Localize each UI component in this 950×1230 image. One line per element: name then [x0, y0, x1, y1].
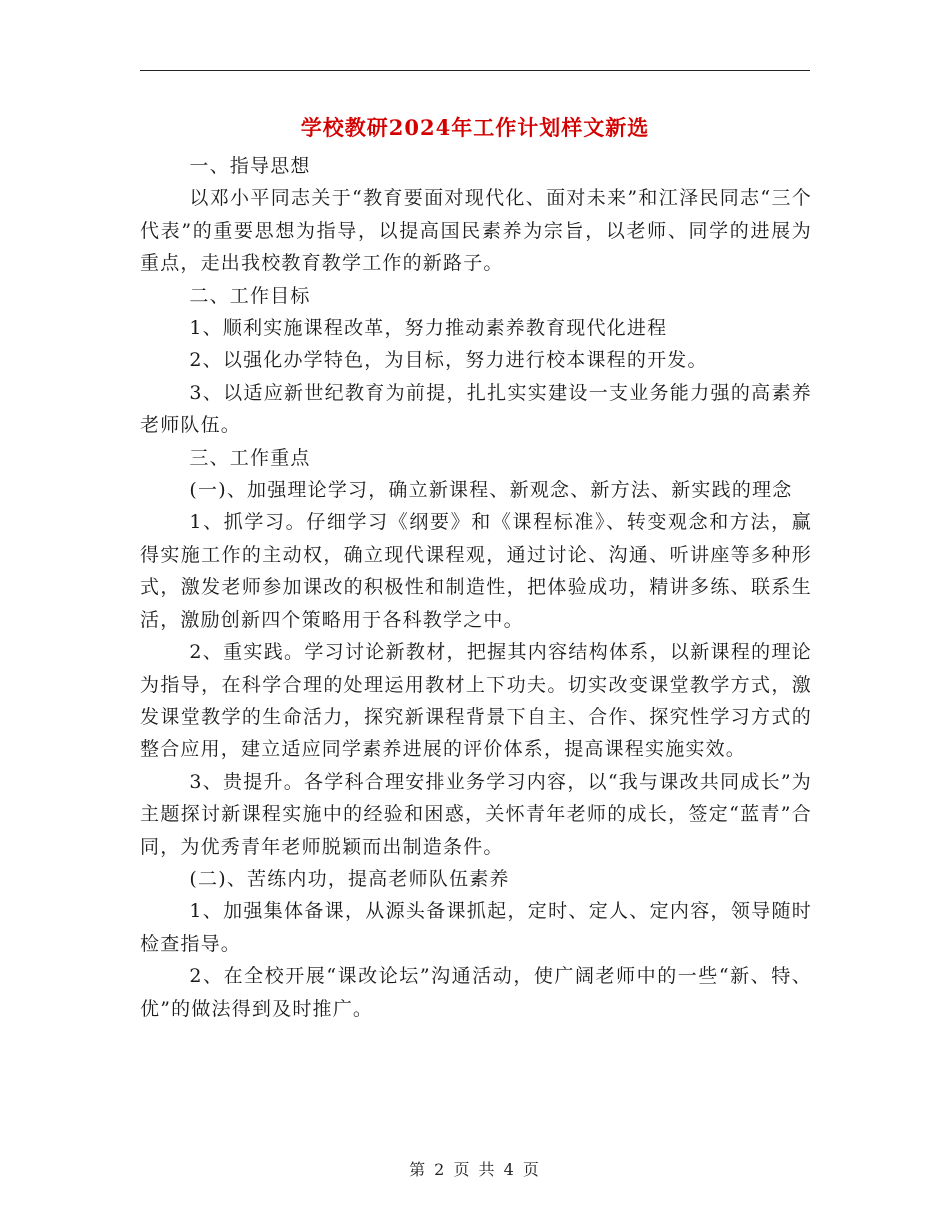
subsection-heading-theory-study: (一)、加强理论学习，确立新课程、新观念、新方法、新实践的理念: [189, 479, 793, 502]
section-heading-guiding-ideology: 一、指导思想: [189, 155, 311, 177]
focus-item-study: 1、抓学习。仔细学习《纲要》和《课程标准》、转变观念和方法，赢得实施工作的主动权，确立现代课程观，通过讨论、沟通、听讲座等多种形式，激发老师参加课改的积极性和制造性，把体验成功，精讲多练、联系生活，激励创新四个策略用于各科教学之中。: [140, 511, 812, 631]
page-number-footer: 第 2 页 共 4 页: [409, 1160, 541, 1179]
header-rule: [140, 70, 810, 71]
quality-item-1: 1、加强集体备课，从源头备课抓起，定时、定人、定内容，领导随时检查指导。: [140, 900, 812, 955]
document-body: [140, 150, 812, 1025]
section-heading-work-goals: 二、工作目标: [189, 284, 311, 307]
focus-item-improvement: 3、贵提升。各学科合理安排业务学习内容，以“我与课改共同成长”为主题探讨新课程实施中的经验和困惑，关怀青年老师的成长，签定“蓝青”合同，为优秀青年老师脱颖而出制造条件。: [140, 770, 812, 858]
section-heading-work-focus: 三、工作重点: [189, 446, 311, 469]
goal-item-1: 1、顺利实施课程改革，努力推动素养教育现代化进程: [189, 317, 668, 340]
document-title: 学校教研2024年工作计划样文新选: [300, 115, 650, 140]
paragraph-guiding-ideology: 以邓小平同志关于“教育要面对现代化、面对未来”和江泽民同志“三个代表”的重要思想为指导，以提高国民素养为宗旨，以老师、同学的进展为重点，走出我校教育教学工作的新路子。: [140, 187, 812, 275]
focus-item-practice: 2、重实践。学习讨论新教材，把握其内容结构体系，以新课程的理论为指导，在科学合理的处理运用教材上下功夫。切实改变课堂教学方式，激发课堂教学的生命活力，探究新课程背景下自主、合作、探究性学习方式的整合应用，建立适应同学素养进展的评价体系，提高课程实施实效。: [140, 641, 812, 761]
subsection-heading-teacher-quality: (二)、苦练内功，提高老师队伍素养: [189, 867, 510, 890]
goal-item-2: 2、以强化办学特色，为目标，努力进行校本课程的开发。: [189, 349, 708, 372]
quality-item-2: 2、在全校开展“课改论坛”沟通活动，使广阔老师中的一些“新、特、优”的做法得到及时推广。: [140, 965, 812, 1020]
goal-item-3: 3、以适应新世纪教育为前提，扎扎实实建设一支业务能力强的高素养老师队伍。: [140, 381, 812, 437]
